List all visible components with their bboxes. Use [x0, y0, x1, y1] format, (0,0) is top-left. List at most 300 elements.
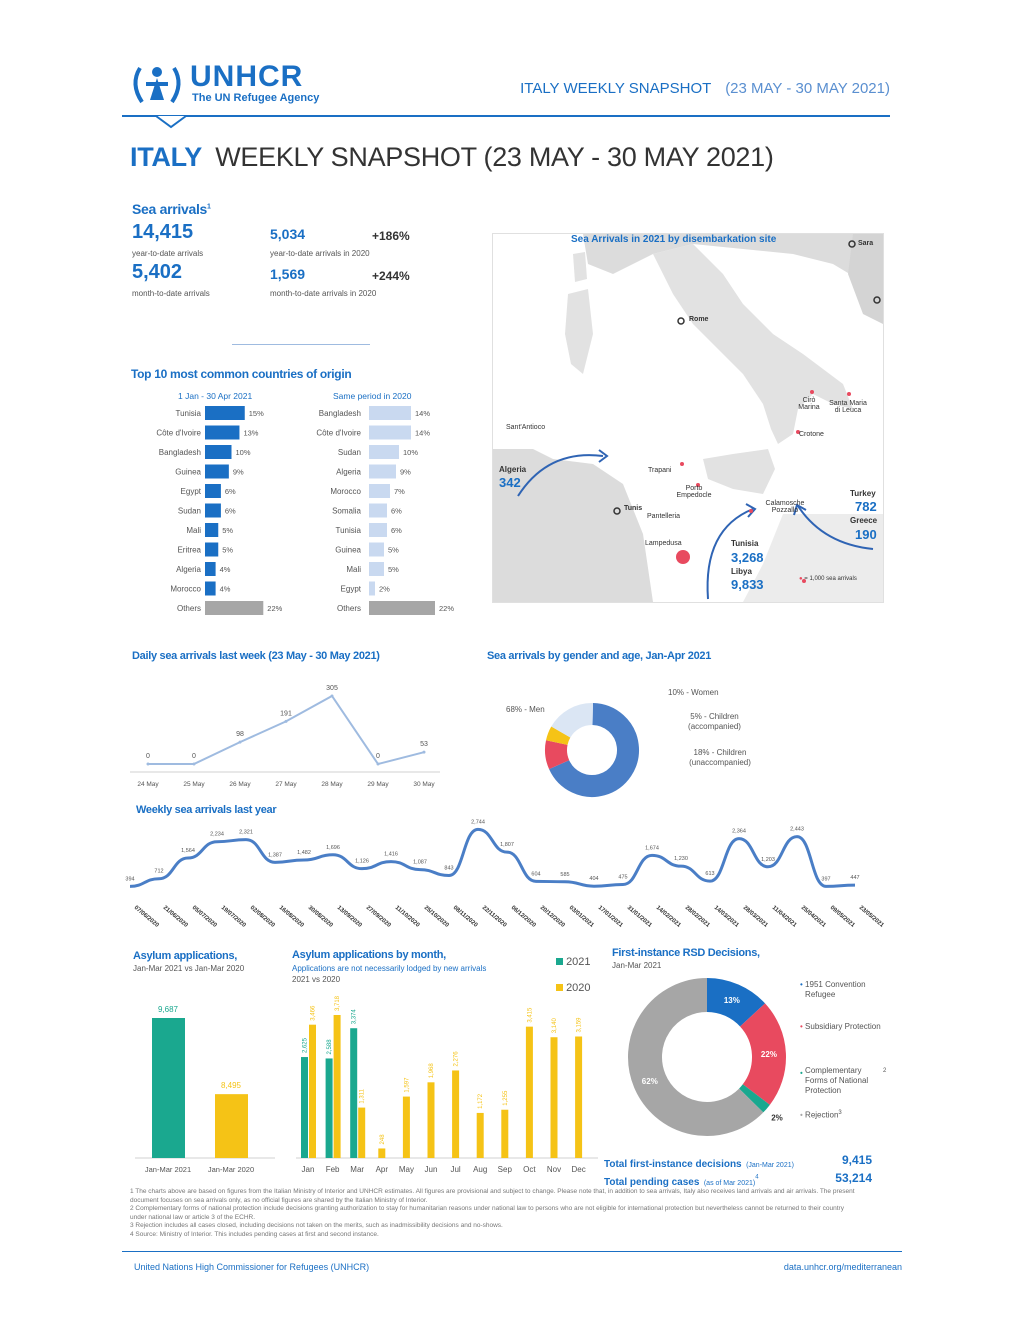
weekly-x-tick-label: 22/11/2020 — [480, 904, 508, 929]
rsd-slice-label: 2% — [771, 1113, 783, 1123]
mtd-change: +244% — [372, 269, 410, 283]
rsd-slice-label: 22% — [760, 1050, 777, 1060]
asylum-month-subtitle: 2021 vs 2020 — [292, 975, 341, 984]
total-decisions-value: 9,415 — [841, 1153, 872, 1167]
daily-data-label: 98 — [236, 731, 244, 739]
month-bar-2021 — [350, 1028, 357, 1158]
flow-algeria-label: Algeria — [499, 465, 527, 474]
weekly-x-tick-label: 20/12/2020 — [538, 904, 566, 929]
daily-data-label: 191 — [280, 710, 292, 718]
daily-data-label: 0 — [146, 753, 150, 760]
daily-point — [285, 720, 288, 723]
top10-left-country-label: Tunisia — [175, 409, 201, 418]
rsd-legend-complementary-sup: 2 — [883, 1068, 887, 1074]
top10-right-bar-label: 14% — [415, 428, 431, 438]
top10-left-country-label: Mali — [186, 526, 201, 535]
month-x-tick-label: May — [398, 1165, 414, 1174]
rsd-legend-rejection-text: Rejection — [805, 1110, 839, 1120]
page-title-country: ITALY — [130, 142, 203, 172]
gender-women-label: 10% - Women — [668, 688, 719, 697]
map-graphic — [493, 234, 883, 602]
top10-right-bar-label: 5% — [388, 545, 399, 555]
weekly-data-label: 1,387 — [268, 852, 282, 859]
logo-subtext: The UN Refugee Agency — [192, 92, 320, 104]
flow-tunisia-value: 3,268 — [731, 550, 764, 565]
top10-heading: Top 10 most common countries of origin — [131, 367, 352, 381]
top10-left-bar-label: 4% — [219, 565, 231, 574]
top10-right-bar — [369, 465, 396, 479]
weekly-x-tick-label: 05/07/2020 — [190, 904, 218, 929]
top10-left-country-label: Sudan — [177, 506, 201, 516]
rsd-legend-dot-icon: • — [800, 1110, 803, 1120]
rsd-legend-rejection-sup: 3 — [838, 1110, 842, 1116]
month-bar-label-2020: 1,172 — [478, 1093, 485, 1109]
top10-right-bar — [369, 562, 384, 576]
top10-left-bar-label: 10% — [235, 448, 251, 457]
top10-left-bar-label: 22% — [267, 604, 283, 613]
top10-right-country-label: Somalia — [332, 506, 361, 516]
month-bar-2021 — [326, 1058, 333, 1158]
asylum-bar — [152, 1018, 185, 1158]
sea-arrivals-heading — [132, 201, 211, 217]
footnotes — [130, 1188, 860, 1239]
legend-2021-label: 2021 — [566, 956, 591, 968]
rsd-slice-label: 13% — [723, 996, 740, 1006]
daily-point — [193, 763, 196, 766]
ytd-arrivals-value: 14,415 — [132, 221, 194, 243]
daily-data-label: 0 — [376, 753, 380, 760]
rsd-slice-label: 62% — [641, 1076, 658, 1086]
weekly-x-tick-label: 11/10/2020 — [393, 904, 421, 929]
flow-libya-label: Libya — [731, 567, 752, 576]
weekly-data-label: 2,321 — [239, 829, 253, 836]
month-x-tick-label: Oct — [523, 1165, 536, 1174]
top10-left-bar — [205, 601, 263, 615]
rsd-slice — [751, 1095, 756, 1101]
month-x-tick-label: Apr — [375, 1165, 389, 1174]
top10-right-bar-label: 7% — [394, 487, 405, 496]
header-rule — [122, 115, 890, 117]
top10-right-country-label: Others — [336, 604, 361, 613]
weekly-series-line — [130, 826, 855, 886]
ytd-change: +186% — [372, 229, 410, 243]
daily-data-label: 305 — [326, 685, 338, 692]
top10-right-bar-label: 10% — [403, 448, 419, 457]
asylum-bar-label: 8,495 — [220, 1081, 242, 1091]
weekly-data-label: 2,364 — [732, 828, 746, 835]
weekly-x-tick-label: 19/07/2020 — [219, 904, 247, 929]
header-title-dates: (23 MAY - 30 MAY 2021) — [725, 80, 890, 97]
top10-right-bar — [369, 543, 384, 557]
rsd-legend-dot-icon: • — [800, 1068, 803, 1078]
weekly-line-chart — [125, 800, 885, 940]
top10-left-subtitle: 1 Jan - 30 Apr 2021 — [178, 391, 253, 401]
month-bar-label-2021: 2,625 — [302, 1038, 309, 1054]
daily-x-tick-label: 27 May — [275, 781, 297, 788]
top10-left-bar — [205, 426, 239, 440]
daily-point — [377, 763, 380, 766]
flow-turkey-label: Turkey — [850, 489, 876, 498]
weekly-x-tick-label: 11/04/2021 — [770, 904, 798, 929]
top10-left-bar — [205, 582, 216, 596]
month-bar-2020 — [378, 1148, 385, 1158]
weekly-x-tick-label: 16/08/2020 — [277, 904, 305, 929]
top10-right-bar-label: 9% — [400, 467, 411, 477]
top10-right-bar — [369, 601, 435, 615]
month-x-tick-label: Jun — [424, 1165, 438, 1174]
month-bar-2020 — [551, 1037, 558, 1158]
month-bar-2020 — [501, 1110, 508, 1158]
top10-right-bar — [369, 426, 411, 440]
total-pending-label: Total pending cases — [604, 1177, 700, 1188]
map-label-ciro-marina: Cirò Marina — [798, 397, 820, 411]
top10-left-bar-label: 15% — [248, 409, 264, 418]
top10-left-country-label: Côte d'Ivoire — [156, 428, 201, 438]
header-notch-icon — [156, 115, 186, 129]
rsd-donut-chart — [622, 972, 792, 1142]
gender-slice — [556, 743, 559, 765]
weekly-x-tick-label: 09/05/2021 — [828, 904, 856, 929]
top10-left-country-label: Eritrea — [177, 545, 201, 555]
rsd-legend-dot-icon: • — [800, 980, 803, 989]
top10-right-subtitle: Same period in 2020 — [333, 391, 412, 401]
total-decisions-period: (Jan-Mar 2021) — [746, 1162, 794, 1169]
daily-point — [147, 763, 150, 766]
gender-heading: Sea arrivals by gender and age, Jan-Apr 2021 — [487, 650, 712, 662]
rsd-legend-rejection — [800, 1108, 842, 1121]
weekly-data-label: 1,416 — [384, 851, 398, 858]
weekly-x-tick-label: 03/01/2021 — [567, 904, 595, 929]
month-bar-label-2021: 2,588 — [327, 1039, 334, 1055]
laurel-icon — [128, 62, 186, 106]
map-legend-text: = 1,000 sea arrivals — [804, 576, 857, 582]
daily-x-tick-label: 25 May — [183, 781, 205, 788]
month-bar-2021 — [301, 1057, 308, 1158]
rsd-legend-complementary-text: Complementary Forms of National Protection — [805, 1066, 869, 1095]
month-bar-label-2020: 1,968 — [429, 1063, 435, 1079]
asylum-heading: Asylum applications, — [133, 950, 238, 962]
top10-right-country-label: Côte d'Ivoire — [316, 428, 361, 438]
total-pending-value: 53,214 — [835, 1171, 872, 1185]
logo-text: UNHCR — [190, 60, 304, 93]
footnote-3: 3 Rejection includes all cases closed, including decisions not taken on the merits, such as inadmissibility decisions and no-shows. — [130, 1222, 503, 1229]
top10-right-bar — [369, 406, 411, 420]
top10-left-bar-label: 9% — [232, 467, 244, 477]
month-bar-label-2020: 3,718 — [335, 995, 342, 1011]
month-bar-label-2020: 2,276 — [453, 1051, 460, 1067]
map-legend-dot-icon: ● — [799, 576, 803, 582]
daily-series-line — [148, 696, 424, 764]
top10-left-bar-label: 6% — [224, 506, 236, 516]
daily-data-label: 0 — [192, 753, 196, 760]
weekly-data-label: 394 — [125, 876, 135, 883]
top10-right-bar-label: 14% — [415, 409, 431, 418]
flow-tunisia-label: Tunisia — [731, 539, 759, 548]
total-pending-period: (as of Mar 2021) — [703, 1180, 756, 1187]
month-bar-label-2020: 248 — [379, 1134, 386, 1145]
top10-right-bar — [369, 484, 390, 498]
weekly-x-tick-label: 27/09/2020 — [364, 904, 392, 929]
flow-libya-value: 9,833 — [731, 577, 764, 592]
rsd-legend-refugee — [800, 980, 883, 1000]
month-bar-2020 — [358, 1108, 365, 1158]
top10-right-bar-label: 6% — [391, 526, 402, 535]
map-label-lampedusa: Lampedusa — [645, 540, 682, 547]
top10-left-bar — [205, 523, 218, 537]
month-x-tick-label: Nov — [546, 1165, 562, 1174]
ytd2020-label: year-to-date arrivals in 2020 — [270, 249, 370, 258]
weekly-data-label: 1,230 — [674, 856, 688, 863]
weekly-x-tick-label: 23/05/2021 — [857, 904, 885, 929]
asylum-subtitle: Jan-Mar 2021 vs Jan-Mar 2020 — [133, 964, 245, 973]
top10-right-country-label: Guinea — [335, 545, 361, 555]
mtd2020-label: month-to-date arrivals in 2020 — [270, 289, 377, 298]
weekly-x-tick-label: 28/03/2021 — [741, 904, 769, 929]
top10-left-bar — [205, 484, 221, 498]
month-bar-label-2020: 1,255 — [502, 1090, 509, 1106]
weekly-x-tick-label: 28/02/2021 — [683, 904, 711, 929]
arrivals-map — [492, 233, 884, 603]
month-bar-label-2021: 3,374 — [351, 1009, 358, 1025]
top10-right-country-label: Bangladesh — [318, 409, 361, 418]
top10-left-country-label: Guinea — [175, 467, 201, 477]
top10-left-country-label: Morocco — [170, 584, 201, 594]
legend-2021 — [556, 956, 591, 968]
month-bar-2020 — [334, 1015, 341, 1158]
weekly-data-label: 2,234 — [210, 831, 224, 838]
top10-left-bar-label: 4% — [219, 584, 231, 594]
top10-left-bar — [205, 445, 232, 459]
weekly-data-label: 585 — [560, 871, 570, 878]
gender-donut-chart — [542, 700, 642, 800]
top10-left-bar-label: 13% — [243, 428, 259, 438]
rsd-heading: First-instance RSD Decisions, — [612, 947, 760, 959]
month-x-tick-label: Jul — [450, 1165, 461, 1174]
rsd-legend-complementary — [800, 1066, 886, 1096]
header-title-text: ITALY WEEKLY SNAPSHOT — [520, 80, 712, 97]
month-bar-label-2020: 3,140 — [552, 1018, 558, 1034]
weekly-data-label: 475 — [618, 874, 628, 881]
top10-right-country-label: Egypt — [340, 584, 361, 594]
top10-left-bar-label: 5% — [222, 526, 234, 535]
top10-left-bar — [205, 562, 216, 576]
month-x-tick-label: Mar — [350, 1165, 365, 1174]
top10-right-bar — [369, 445, 399, 459]
top10-left-bar — [205, 543, 218, 557]
month-bar-2020 — [477, 1113, 484, 1158]
top10-left-bar-label: 5% — [222, 545, 234, 555]
daily-line-chart — [126, 682, 446, 792]
map-label-pozzallo: Calamosche Pozzallo — [765, 500, 805, 514]
asylum-month-bar-chart — [292, 988, 602, 1178]
daily-point — [423, 751, 426, 754]
flow-greece-label: Greece — [850, 516, 878, 525]
asylum-bar-chart — [130, 978, 280, 1178]
weekly-data-label: 397 — [821, 876, 831, 883]
map-label-rome: Rome — [689, 316, 709, 323]
weekly-x-tick-label: 02/08/2020 — [248, 904, 276, 929]
top10-right-country-label: Mali — [346, 565, 361, 574]
daily-x-tick-label: 26 May — [229, 781, 251, 788]
gender-slice — [561, 714, 593, 732]
daily-x-tick-label: 30 May — [413, 781, 435, 788]
daily-data-label: 53 — [420, 741, 428, 749]
map-label-santantioco: Sant'Antioco — [506, 424, 546, 431]
weekly-heading: Weekly sea arrivals last year — [136, 804, 277, 816]
daily-x-tick-label: 28 May — [321, 781, 343, 788]
month-bar-label-2020: 3,415 — [527, 1007, 534, 1023]
month-bar-2020 — [428, 1082, 435, 1158]
mtd-arrivals-value: 5,402 — [132, 261, 183, 283]
top10-right-bar — [369, 523, 387, 537]
map-heading: Sea Arrivals in 2021 by disembarkation site — [571, 234, 777, 245]
legend-2020-label: 2020 — [566, 982, 591, 994]
weekly-data-label: 1,126 — [355, 858, 369, 865]
top10-left-country-label: Bangladesh — [158, 448, 201, 457]
rsd-legend-subsidiary-text: Subsidiary Protection — [805, 1022, 881, 1031]
weekly-data-label: 2,744 — [471, 819, 485, 826]
total-decisions-label: Total first-instance decisions — [604, 1159, 742, 1170]
weekly-data-label: 1,087 — [413, 859, 427, 866]
weekly-x-tick-label: 25/04/2021 — [799, 904, 827, 929]
weekly-x-tick-label: 13/09/2020 — [335, 904, 363, 929]
top10-left-country-label: Algeria — [176, 565, 201, 574]
footer-link[interactable]: data.unhcr.org/mediterranean — [783, 1262, 902, 1272]
top10-left-country-label: Egypt — [180, 487, 201, 496]
weekly-data-label: 1,807 — [500, 842, 514, 849]
daily-heading: Daily sea arrivals last week (23 May - 30 May 2021) — [132, 650, 380, 662]
top10-right-bar — [369, 582, 375, 596]
top10-right-country-label: Algeria — [336, 467, 361, 477]
footnote-2: 2 Complementary forms of national protection include decisions granting authorization to stay for humanitarian reasons under national law to persons who are not eligible for international protection but nevertheless cannot be returned to their country under national law or article 3 of the ECHR. — [130, 1205, 844, 1221]
weekly-data-label: 447 — [850, 875, 860, 882]
rsd-legend-refugee-text: 1951 Convention Refugee — [805, 980, 866, 999]
weekly-data-label: 613 — [705, 871, 715, 878]
weekly-x-tick-label: 08/11/2020 — [451, 904, 479, 929]
weekly-x-tick-label: 31/01/2021 — [625, 904, 653, 929]
asylum-month-heading: Asylum applications by month, — [292, 949, 446, 961]
asylum-bar-label: 9,687 — [157, 1005, 179, 1014]
footer-rule — [122, 1251, 902, 1252]
month-bar-label-2020: 3,466 — [310, 1005, 317, 1021]
map-label-tunis: Tunis — [624, 505, 643, 512]
header-title — [520, 80, 890, 97]
daily-x-tick-label: 29 May — [367, 781, 389, 788]
asylum-x-tick-label: Jan-Mar 2020 — [207, 1165, 255, 1174]
top10-left-country-label: Others — [176, 604, 201, 613]
top10-right-country-label: Sudan — [337, 448, 361, 457]
month-bar-label-2020: 1,311 — [359, 1088, 366, 1104]
top10-right-bar — [369, 504, 387, 518]
map-label-crotone: Crotone — [799, 431, 824, 438]
weekly-data-label: 1,564 — [181, 848, 195, 855]
mtd-arrivals-label: month-to-date arrivals — [132, 289, 210, 298]
total-decisions — [604, 1154, 872, 1172]
ytd2020-value: 5,034 — [270, 226, 306, 242]
top10-right-country-label: Morocco — [330, 487, 361, 496]
top10-right-country-label: Tunisia — [335, 526, 361, 535]
month-x-tick-label: Jan — [301, 1165, 315, 1174]
weekly-x-tick-label: 14/03/2021 — [712, 904, 740, 929]
weekly-data-label: 1,203 — [761, 856, 775, 863]
map-label-porto-empedocle: Porto Empedocle — [676, 485, 712, 499]
page-title-rest: WEEKLY SNAPSHOT (23 MAY - 30 MAY 2021) — [215, 142, 774, 172]
footnote-4: 4 Source: Ministry of Interior. This includes pending cases at first and second instance. — [130, 1230, 379, 1238]
gender-slice — [557, 732, 561, 743]
weekly-x-tick-label: 30/08/2020 — [306, 904, 334, 929]
month-x-tick-label: Feb — [325, 1165, 340, 1174]
month-bar-2020 — [309, 1025, 316, 1158]
top10-right-bar-label: 2% — [379, 584, 390, 594]
map-label-sara: Sara — [858, 240, 874, 247]
month-x-tick-label: Sep — [497, 1165, 512, 1174]
top10-right-bar-label: 22% — [439, 604, 455, 613]
flow-turkey-value: 782 — [855, 499, 877, 514]
asylum-month-subheading: Applications are not necessarily lodged by new arrivals — [292, 964, 487, 973]
top10-bar-charts — [125, 402, 465, 622]
top10-left-bar-label: 6% — [224, 487, 236, 496]
weekly-data-label: 1,482 — [297, 850, 311, 857]
month-x-tick-label: Dec — [571, 1165, 586, 1174]
weekly-x-tick-label: 21/06/2020 — [161, 904, 189, 929]
weekly-x-tick-label: 17/01/2021 — [596, 904, 624, 929]
top10-left-bar — [205, 504, 221, 518]
gender-children-unacc-label: 18% - Children (unaccompanied) — [689, 748, 751, 767]
asylum-bar — [215, 1094, 248, 1158]
daily-point — [331, 695, 334, 698]
legend-2021-swatch — [556, 958, 563, 965]
rsd-legend-subsidiary — [800, 1022, 881, 1032]
map-legend — [799, 576, 857, 582]
month-bar-label-2020: 3,159 — [576, 1017, 583, 1033]
weekly-data-label: 843 — [444, 865, 454, 872]
weekly-data-label: 1,674 — [645, 845, 659, 852]
sea-arrivals-footnote-ref: 1 — [207, 203, 211, 211]
weekly-x-tick-label: 07/06/2020 — [132, 904, 160, 929]
rsd-legend-dot-icon: • — [800, 1022, 803, 1031]
gender-men-label: 68% - Men — [506, 705, 545, 714]
month-bar-2020 — [403, 1097, 410, 1158]
flow-algeria-value: 342 — [499, 475, 521, 490]
top10-left-bar — [205, 406, 245, 420]
page-title — [130, 142, 774, 173]
map-label-trapani: Trapani — [648, 467, 672, 474]
month-bar-2020 — [526, 1027, 533, 1158]
weekly-x-tick-label: 06/12/2020 — [509, 904, 537, 929]
gender-children-acc-label: 5% - Children (accompanied) — [688, 712, 741, 731]
weekly-data-label: 604 — [531, 871, 541, 878]
daily-point — [239, 741, 242, 744]
flow-greece-value: 190 — [855, 527, 877, 542]
month-bar-2020 — [452, 1070, 459, 1158]
footnote-1: 1 The charts above are based on figures from the Italian Ministry of Interior and UNHCR estimates. All figures are provisional and subject to change. Please note that, in addition to sea arrivals, Italy also receives land arrivals and air arrivals. The present document focuses on sea arrivals only, as no official figures are shared by the Italian Ministry of Interior. — [130, 1188, 855, 1204]
mtd2020-value: 1,569 — [270, 266, 306, 282]
month-bar-label-2020: 1,597 — [404, 1077, 411, 1093]
weekly-data-label: 712 — [154, 868, 164, 875]
weekly-data-label: 1,696 — [326, 844, 340, 851]
top10-right-bar-label: 6% — [391, 506, 402, 516]
weekly-x-tick-label: 14/02/2021 — [654, 904, 682, 929]
total-pending-sup: 4 — [755, 1174, 759, 1181]
daily-x-tick-label: 24 May — [137, 781, 159, 788]
top10-left-bar — [205, 465, 229, 479]
asylum-x-tick-label: Jan-Mar 2021 — [144, 1165, 192, 1174]
unhcr-logo — [128, 62, 338, 108]
top10-right-bar-label: 5% — [388, 565, 399, 574]
month-bar-2020 — [575, 1037, 582, 1159]
section-divider — [232, 344, 370, 345]
month-x-tick-label: Aug — [473, 1165, 488, 1174]
